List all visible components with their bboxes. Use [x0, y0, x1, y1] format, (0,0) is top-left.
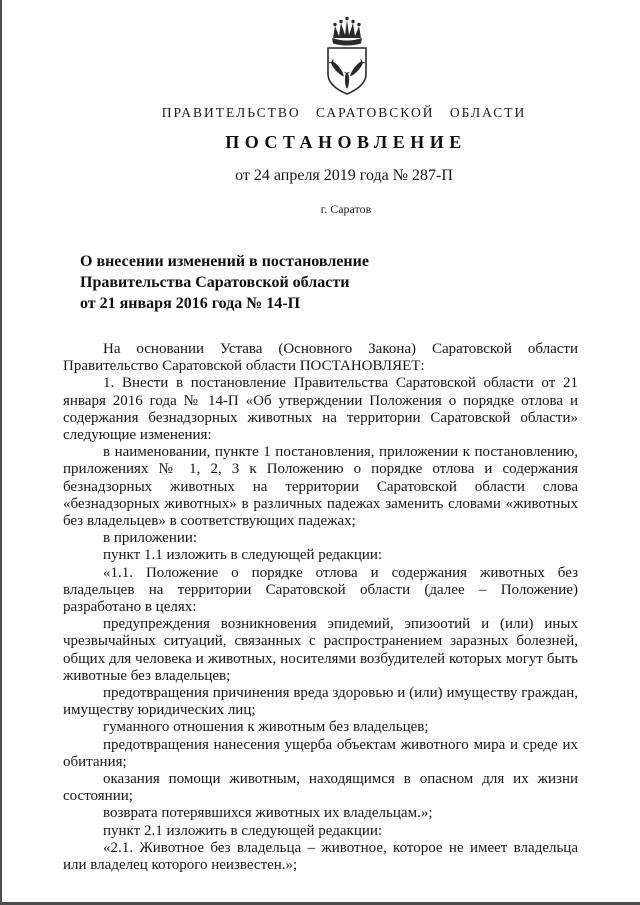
body-paragraph: в приложении:	[103, 530, 198, 547]
body-paragraph: «2.1. Животное без владельца – животное, которое не имеет владельца или владелец которого неизвестен.»;	[63, 839, 578, 874]
document-title	[80, 251, 520, 314]
document-title-line: О внесении изменений в постановление	[80, 253, 369, 270]
body-paragraph: пункт 2.1 изложить в следующей редакции:	[103, 822, 383, 839]
body-paragraph: оказания помощи животным, находящимся в опасном для их жизни состоянии;	[63, 771, 578, 805]
document-title-line: от 21 января 2016 года № 14-П	[80, 295, 301, 312]
document-date-number: от 24 апреля 2019 года № 287-П	[235, 167, 453, 184]
document-title-line: Правительства Саратовской области	[80, 274, 350, 291]
document-type-heading: ПОСТАНОВЛЕНИЕ	[225, 132, 467, 152]
organization-name: ПРАВИТЕЛЬСТВО САРАТОВСКОЙ ОБЛАСТИ	[161, 105, 527, 120]
body-paragraph: предотвращения причинения вреда здоровью и (или) имуществу граждан, имуществу юридических лиц;	[63, 685, 578, 719]
document-body	[63, 341, 578, 874]
body-paragraph: предотвращения нанесения ущерба объектам животного мира и среде их обитания;	[63, 736, 578, 770]
body-paragraph: возврата потерявшихся животных их владельцам.»;	[103, 805, 433, 822]
body-paragraph: «1.1. Положение о порядке отлова и содержания животных без владельцев на территории Саратовской области (далее – Положение) разработано в целях:	[63, 564, 578, 616]
body-paragraph: в наименовании, пункте 1 постановления, приложении к постановлению, приложениях № 1, 2, 3 к Положению о порядке отлова и содержания безнадзорных животных на территории Саратовской области слова «безнадзорных животных» в различных падежах заменить словами «животных без владельцев» в соответствующих падежах;	[63, 444, 578, 530]
saratov-coat-of-arms-icon	[319, 15, 375, 100]
document-city: г. Саратов	[320, 202, 372, 216]
body-paragraph: предупреждения возникновения эпидемий, эпизоотий и (или) иных чрезвычайных ситуаций, связанных с распространением заразных болезней, общих для человека и животных, носителями возбудителей которых могут быть животные без владельцев;	[63, 616, 578, 684]
body-paragraph: На основании Устава (Основного Закона) Саратовской области Правительство Саратовской области ПОСТАНОВЛЯЕТ:	[63, 341, 578, 375]
body-paragraph: гуманного отношения к животным без владельцев;	[103, 719, 429, 736]
body-paragraph: пункт 1.1 изложить в следующей редакции:	[103, 547, 383, 564]
body-paragraph: 1. Внести в постановление Правительства Саратовской области от 21 января 2016 года № 14-П «Об утверждении Положения о порядке отлова и содержания безнадзорных животных на территории Саратовской области» следующие изменения:	[63, 375, 578, 444]
